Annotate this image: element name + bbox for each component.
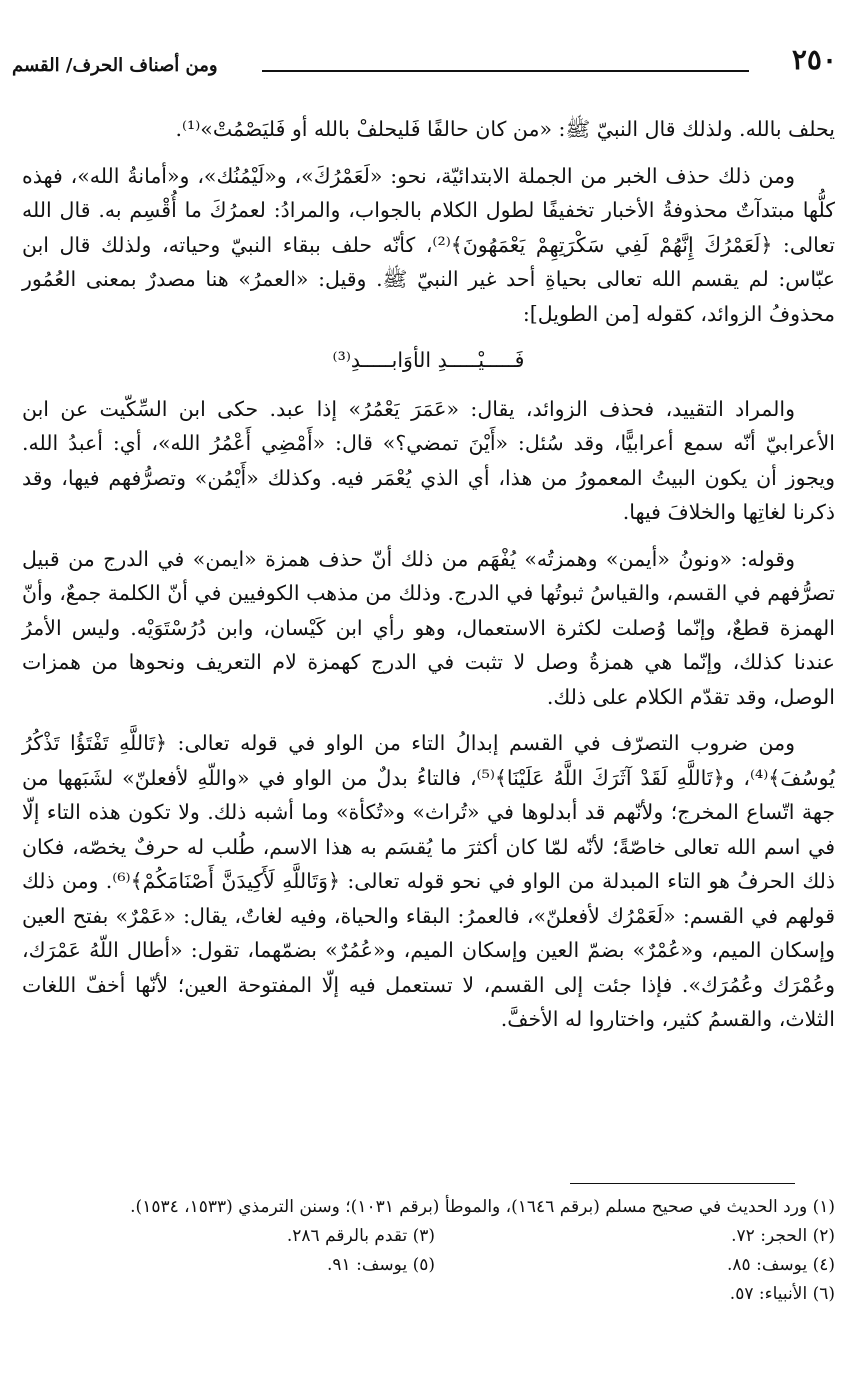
footnotes: [30, 1193, 835, 1309]
footnote-row: [30, 1222, 835, 1251]
paragraph-1: يحلف بالله. ولذلك قال النبيّ ﷺ: «من كان حالفًا فَليحلفْ بالله أو فَليَصْمُتْ»⁽¹⁾.: [175, 117, 835, 141]
paragraph-2: ومن ذلك حذف الخبر من الجملة الابتدائيّة، نحو: «لَعَمْرُكَ»، و«لَيْمُنُك»، و«أمانةُ الله»، فهذه كلُّها مبتدآتٌ محذوفةُ الأخبار تخفيفًا لطول الكلام بالجواب، والمرادُ: لعمرُكَ ما أُقْسِم به. قال الله تعالى: ﴿لَعَمْرُكَ إِنَّهُمْ لَفِي سَكْرَتِهِمْ يَعْمَهُونَ﴾⁽²⁾، كأنّه حلف ببقاء النبيّ وحياته، ولذلك قال ابن عبّاس: لم يقسم الله تعالى بحياةِ أحد غير النبيّ ﷺ. وقيل: «العمرُ» هنا مصدرٌ بمعنى العُمُور محذوفُ الزوائد، كقوله [من الطويل]:: [22, 163, 836, 326]
footnote-row: [30, 1193, 835, 1222]
paragraph-4: وقوله: «ونونُ «أيمن» وهمزتُه» يُفْهَم من ذلك أنّ حذف همزة «ايمن» في الدرج من قبيل تصرُّفهم في القسم، والقياسُ ثبوتُها في الدرج. وذلك من مذهب الكوفيين في أنّ الكلمة جمعٌ، وأنّ الهمزة قطعٌ، وإنّما وُصلت لكثرة الاستعمال، وهو رأي ابن كَيْسان، وابن دُرُسْتَوَيْه. وليس الأمرُ عندنا كذلك، وإنّما هي همزةُ وصل لا تثبت في الدرج كهمزة لام التعريف ونحوها من همزات الوصل، وقد تقدّم الكلام على ذلك.: [22, 546, 835, 709]
paragraph-5: ومن ضروب التصرّف في القسم إبدالُ التاء من الواو في قوله تعالى: ﴿تَاللَّهِ تَفْتَؤُا تَذْكُرُ يُوسُفَ﴾⁽⁴⁾، و﴿تَاللَّهِ لَقَدْ آثَرَكَ اللَّهُ عَلَيْنَا﴾⁽⁵⁾، فالتاءُ بدلٌ من الواو في «واللّهِ لأفعلنّ» لشَبَهها من جهة اتّساع المخرج؛ ولأنّهم قد أبدلوها في «تُراث» و«تُكأة» وما أشبه ذلك. ولا تكون هذه التاء إلّا في اسم الله تعالى خاصّةً؛ لأنّه لمّا كان أكثرَ ما يُقسَم به هذا الاسم، طُلب له حرفٌ يخصّه، فكان ذلك الحرفُ هو التاء المبدلة من الواو في نحو قوله تعالى: ﴿وَتَاللَّهِ لَأَكِيدَنَّ أَصْنَامَكُمْ﴾⁽⁶⁾. ومن ذلك قولهم في القسم: «لَعَمْرُك لأفعلنّ»، فالعمرُ: البقاء والحياة، وفيه لغاتٌ، يقال: «عَمْرٌ» بفتح العين وإسكان الميم، و«عُمْرٌ» بضمّ العين وإسكان الميم، و«عُمُرٌ» بضمّهما، تقول: «أطال اللّهُ عَمْرَك، وعُمْرَك وعُمُرَك». فإذا جئت إلى القسم، لا تستعمل فيه إلّا المفتوحة العين؛ لأنّها أخفّ اللغات الثلاث، والقسمُ كثير، واختاروا له الأخفَّ.: [22, 731, 835, 1031]
page-header: [12, 40, 845, 84]
main-text: [22, 112, 835, 1049]
footnote-5: (٥) يوسف: ٩١.: [327, 1255, 435, 1275]
footnote-2: (٢) الحجر: ٧٢.: [731, 1226, 835, 1246]
page-number: ٢٥٠: [791, 43, 837, 76]
paragraph-3: والمراد التقييد، فحذف الزوائد، يقال: «عَمَرَ يَعْمُرُ» إذا عبد. حكى ابن السِّكّيت عن ابن الأعرابيّ أنّه سمع أعرابيًّا، وقد سُئل: «أَيْنَ تمضي؟» قال: «أَمْضِي أَعْمُرُ الله»، أي: أعبدُ الله. ويجوز أن يكون البيتُ المعمورُ من هذا، أي الذي يُعْمَر فيه. وكذلك «أَيْمُن» وتصرُّفهم فيها، وقد ذكرنا لغاتِها والخلافَ فيها.: [22, 396, 835, 524]
footnote-3: (٣) تقدم بالرقم ٢٨٦.: [286, 1226, 435, 1246]
footnote-1: (١) ورد الحديث في صحيح مسلم (برقم ١٦٤٦)، والموطأ (برقم ١٠٣١)؛ وسنن الترمذي (١٥٣٣، ١٥٣٤).: [130, 1197, 835, 1217]
footnote-4: (٤) يوسف: ٨٥.: [727, 1255, 835, 1275]
footnote-separator: [570, 1183, 795, 1184]
footnote-row: [30, 1280, 835, 1309]
header-rule: [262, 70, 749, 72]
footnote-6: (٦) الأنبياء: ٥٧.: [729, 1284, 835, 1304]
footnote-row: [30, 1251, 835, 1280]
verse-fragment: فَـــــيْـــــدِ الأوَابـــــدِ⁽³⁾: [332, 348, 525, 372]
running-title: ومن أصناف الحرف/ القسم: [12, 55, 218, 76]
